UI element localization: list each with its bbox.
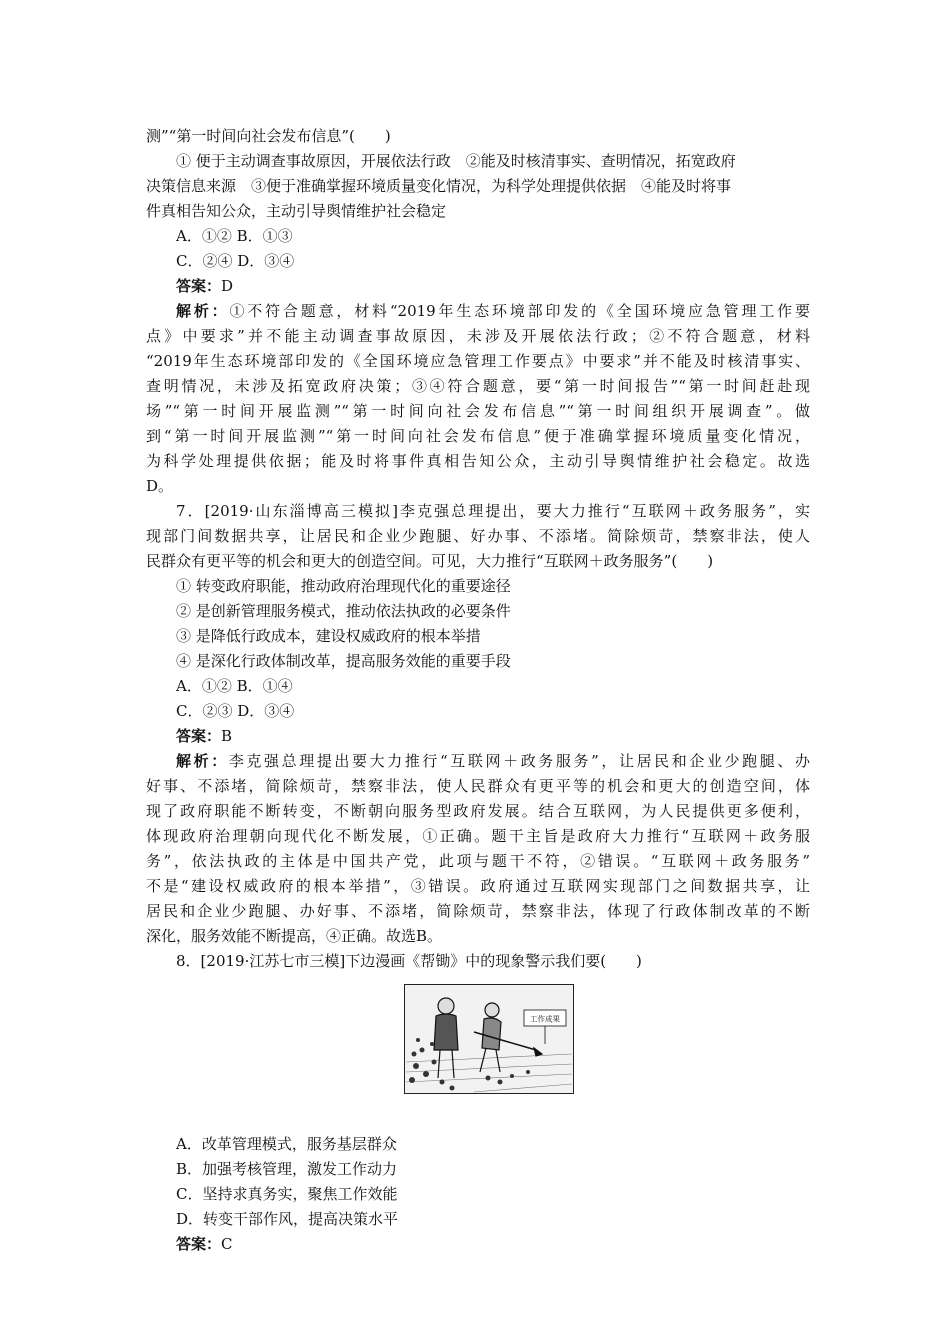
q7-choices-cd: C．②③ D．③④ <box>176 702 295 720</box>
q7-option: ④ 是深化行政体制改革，提高服务效能的重要手段 <box>176 652 511 670</box>
svg-text:工作成果: 工作成果 <box>530 1014 560 1024</box>
q6-option-line: 件真相告知公众，主动引导舆情维护社会稳定 <box>146 202 447 220</box>
q8-option: C．坚持求真务实，聚焦工作效能 <box>176 1185 398 1203</box>
cartoon-container <box>146 984 810 1104</box>
q8-option: D．转变干部作风，提高决策水平 <box>176 1210 399 1228</box>
analysis-label: 解析： <box>176 752 229 770</box>
q6-choices-cd: C．②④ D．③④ <box>176 252 295 270</box>
cartoon-image <box>404 984 574 1094</box>
q8-option: B．加强考核管理，激发工作动力 <box>176 1160 398 1178</box>
q7-analysis-line: 体现政府治理朝向现代化不断发展，①正确。题干主旨是政府大力推行“互联网＋政务服 <box>146 827 810 845</box>
answer-value: B <box>221 727 233 745</box>
q7-analysis-line: 务”，依法执政的主体是中国共产党，此项与题干不符，②错误。“互联网＋政务服务” <box>146 852 810 870</box>
document-page <box>146 124 810 1257</box>
analysis-label: 解析： <box>176 302 230 320</box>
q7-analysis-line: 深化，服务效能不断提高，④正确。故选B。 <box>146 927 443 945</box>
q6-answer <box>146 274 810 299</box>
answer-label: 答案： <box>176 277 222 295</box>
q7-stem-line: 7．[2019·山东淄博高三模拟]李克强总理提出，要大力推行“互联网＋政务服务”，实 <box>176 502 810 520</box>
q6-analysis-line: “2019年生态环境部印发的《全国环境应急管理工作要点》中要求”并不能及时核清事实、 <box>146 352 810 370</box>
answer-value: D <box>221 277 234 295</box>
q6-analysis-line: 解析：①不符合题意，材料“2019年生态环境部印发的《全国环境应急管理工作要 <box>176 302 810 320</box>
q7-option: ① 转变政府职能，推动政府治理现代化的重要途径 <box>176 577 511 595</box>
q7-analysis-line: 居民和企业少跑腿、办好事、不添堵，简除烦苛，禁察非法，体现了行政体制改革的不断 <box>146 902 810 920</box>
q7-choices-ab: A．①② B．①④ <box>176 677 293 695</box>
q8-stem: 8．[2019·江苏七市三模]下边漫画《帮锄》中的现象警示我们要( ) <box>176 952 642 970</box>
q6-analysis-line: D。 <box>146 477 174 495</box>
q6-option-line: 决策信息来源 ③便于准确掌握环境质量变化情况，为科学处理提供依据 ④能及时将事 <box>146 177 732 195</box>
q6-analysis-line: 场”“第一时间开展监测”“第一时间向社会发布信息”“第一时间组织开展调查”。做 <box>146 402 810 420</box>
q7-stem-line: 现部门间数据共享，让居民和企业少跑腿、好办事、不添堵。简除烦苛，禁察非法，使人 <box>146 527 810 545</box>
q7-option: ③ 是降低行政成本，建设权威政府的根本举措 <box>176 627 481 645</box>
q7-analysis-line: 解析：李克强总理提出要大力推行“互联网＋政务服务”，让居民和企业少跑腿、办 <box>176 752 810 770</box>
q8-answer <box>146 1232 810 1257</box>
q7-stem-line: 民群众有更平等的机会和更大的创造空间。可见，大力推行“互联网＋政务服务”( ) <box>146 552 714 570</box>
q6-choices-ab: A．①② B．①③ <box>176 227 293 245</box>
q7-option: ② 是创新管理服务模式，推动依法执政的必要条件 <box>176 602 511 620</box>
q8-option: A．改革管理模式，服务基层群众 <box>176 1135 397 1153</box>
q6-analysis-line: 到“第一时间开展监测”“第一时间向社会发布信息”便于准确掌握环境质量变化情况， <box>146 427 810 445</box>
answer-label: 答案： <box>176 727 222 745</box>
q6-stem-tail: 测”“第一时间向社会发布信息”( ) <box>146 127 391 145</box>
q7-answer <box>146 724 810 749</box>
answer-value: C <box>221 1235 233 1253</box>
q6-analysis-line: 查明情况，未涉及拓宽政府决策；③④符合题意，要“第一时间报告”“第一时间赶赴现 <box>146 377 810 395</box>
q7-analysis-line: 不是“建设权威政府的根本举措”，③错误。政府通过互联网实现部门之间数据共享，让 <box>146 877 810 895</box>
q6-analysis-line: 点》中要求”并不能主动调查事故原因，未涉及开展依法行政；②不符合题意，材料 <box>146 327 810 345</box>
q7-analysis-line: 现了政府职能不断转变，不断朝向服务型政府发展。结合互联网，为人民提供更多便利， <box>146 802 810 820</box>
q6-analysis-line: 为科学处理提供依据；能及时将事件真相告知公众，主动引导舆情维护社会稳定。故选 <box>146 452 810 470</box>
q7-analysis-line: 好事、不添堵，简除烦苛，禁察非法，使人民群众有更平等的机会和更大的创造空间，体 <box>146 777 810 795</box>
q6-option-line: ① 便于主动调查事故原因，开展依法行政 ②能及时核清事实、查明情况，拓宽政府 <box>176 152 736 170</box>
answer-label: 答案： <box>176 1235 222 1253</box>
